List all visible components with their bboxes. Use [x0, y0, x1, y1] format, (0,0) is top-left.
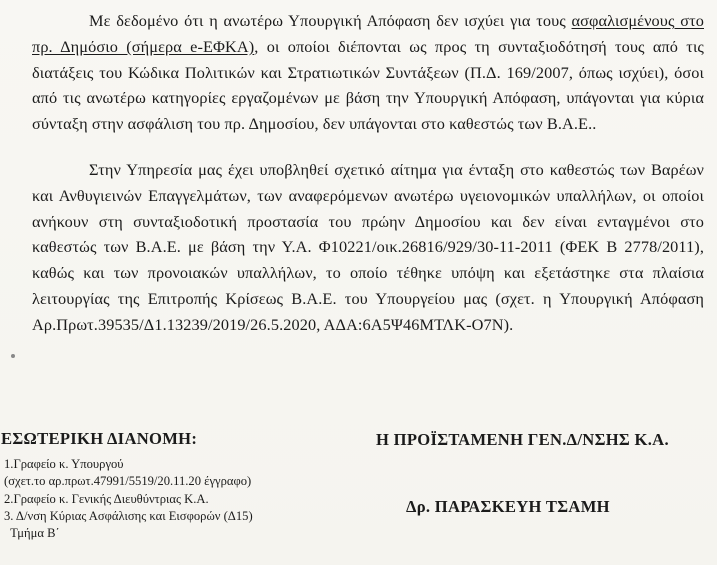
distribution-item: 2.Γραφείο κ. Γενικής Διευθύντριας Κ.Α.	[4, 491, 209, 506]
signature-title: Η ΠΡΟΪΣΤΑΜΕΝΗ ΓΕΝ.Δ/ΝΣΗΣ Κ.Α.	[376, 430, 669, 449]
distribution-title: ΕΣΩΤΕΡΙΚΗ ΔΙΑΝΟΜΗ:	[1, 429, 198, 448]
distribution-item: 3. Δ/νση Κύριας Ασφάλισης και Εισφορών (Δ15)	[4, 508, 253, 523]
paragraph-1-text-start: Με δεδομένο ότι η ανωτέρω Υπουργική Απόφαση δεν ισχύει για τους	[89, 11, 572, 30]
paragraph-1-underlined-text: ασφαλισμένους στο πρ. Δημόσιο (σήμερα e-ΕΦΚΑ)	[32, 11, 704, 56]
paragraph-2	[32, 157, 704, 338]
scan-speck	[11, 354, 15, 358]
distribution-item: 1.Γραφείο κ. Υπουργού	[4, 457, 124, 471]
signature-name: Δρ. ΠΑΡΑΣΚΕΥΗ ΤΣΑΜΗ	[406, 497, 610, 516]
distribution-item: Τμήμα Β΄	[4, 526, 60, 541]
paragraph-2-text: Στην Υπηρεσία μας έχει υποβληθεί σχετικό αίτημα για ένταξη στο καθεστώς των Βαρέων και Ανθυγιεινών Επαγγελμάτων, των αναφερόμενων ανωτέρω υγειονομικών υπαλλήλων, οι οποίοι ανήκουν στη συνταξιοδοτική προστασία του πρώην Δημοσίου και δεν είναι ενταγμένοι στο καθεστώς των Β.Α.Ε. με βάση την Υ.Α. Φ10221/οικ.26816/929/30-11-2011 (ΦΕΚ Β 2778/2011), καθώς και των προνοιακών υπαλλήλων, το οποίο τέθηκε υπόψη και εξετάστηκε στα πλαίσια λειτουργίας της Επιτροπής Κρίσεως Β.Α.Ε. του Υπουργείου μας (σχετ. η Υπουργική Απόφαση Αρ.Πρωτ.39535/Δ1.13239/2019/26.5.2020, ΑΔΑ:6Α5Ψ46ΜΤΛΚ-Ο7Ν).	[32, 160, 704, 334]
paragraph-1-text-end: , οι οποίοι διέπονται ως προς τη συνταξιοδότησή τους από τις διατάξεις του Κώδικα Πολιτικών και Στρατιωτικών Συντάξεων (Π.Δ. 169/2007, όπως ισχύει), όσοι από τις ανωτέρω κατηγορίες εργαζομένων με βάση την Υπουργική Απόφαση, υπάγονται για κύρια σύνταξη στην ασφάλιση του πρ. Δημοσίου, δεν υπάγονται στο καθεστώς των Β.Α.Ε..	[32, 36, 704, 134]
distribution-item: (σχετ.το αρ.πρωτ.47991/5519/20.11.20 έγγραφο)	[4, 474, 252, 489]
distribution-list	[4, 456, 253, 542]
paragraph-1	[32, 8, 704, 137]
